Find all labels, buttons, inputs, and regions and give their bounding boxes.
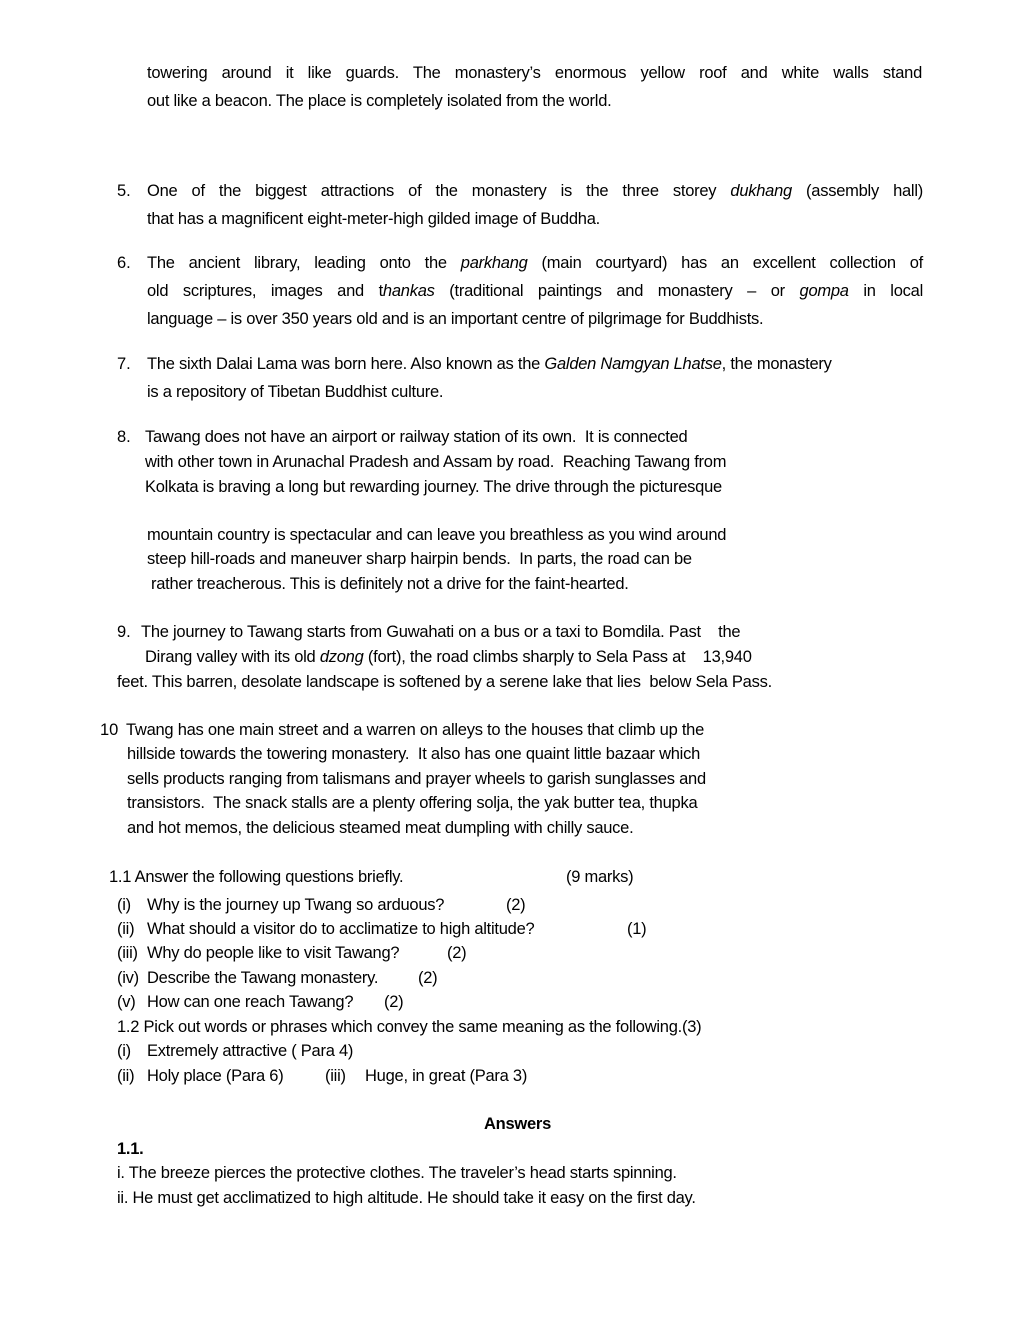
question-marks: (2) xyxy=(384,993,404,1011)
paragraph-8-line-1: Tawang does not have an airport or railway station of its own. It is connected xyxy=(145,428,688,446)
question-label: (ii) xyxy=(117,920,135,938)
question-marks: (2) xyxy=(418,969,438,987)
question-label: (i) xyxy=(117,896,131,914)
paragraph-7-line-1: The sixth Dalai Lama was born here. Also known as the Galden Namgyan Lhatse, the monastery xyxy=(147,355,832,373)
question-label: (iv) xyxy=(117,969,139,987)
section-1-2-heading: 1.2 Pick out words or phrases which convey the same meaning as the following.(3) xyxy=(117,1018,702,1036)
paragraph-number: 5. xyxy=(117,182,131,200)
paragraph-number: 10 xyxy=(100,721,119,739)
paragraph-number: 7. xyxy=(117,355,131,373)
question-marks: (1) xyxy=(627,920,647,938)
paragraph-8-line-5: steep hill-roads and maneuver sharp hairpin bends. In parts, the road can be xyxy=(147,550,692,568)
section-1-1-heading: 1.1 Answer the following questions briefly. xyxy=(109,868,404,886)
paragraph-10-line-5: and hot memos, the delicious steamed meat dumpling with chilly sauce. xyxy=(127,819,634,837)
question-label: (v) xyxy=(117,993,136,1011)
paragraph-number: 6. xyxy=(117,254,131,272)
paragraph-number: 8. xyxy=(117,428,131,446)
question-marks: (2) xyxy=(506,896,526,914)
question-label: (iii) xyxy=(325,1067,346,1085)
answer-item: ii. He must get acclimatized to high altitude. He should take it easy on the first day. xyxy=(117,1189,696,1207)
question-label: (i) xyxy=(117,1042,131,1060)
question-text: Holy place (Para 6) xyxy=(147,1067,284,1085)
paragraph-8-line-4: mountain country is spectacular and can leave you breathless as you wind around xyxy=(147,526,727,544)
paragraph-5-line-2: that has a magnificent eight-meter-high gilded image of Buddha. xyxy=(147,210,600,228)
paragraph-8-line-3: Kolkata is braving a long but rewarding journey. The drive through the picturesque xyxy=(145,478,722,496)
intro-line-1: towering around it like guards. The monastery’s enormous yellow roof and white walls stand xyxy=(147,64,922,82)
question-label: (ii) xyxy=(117,1067,135,1085)
paragraph-10-line-1: Twang has one main street and a warren on alleys to the houses that climb up the xyxy=(126,721,705,739)
question-marks: (2) xyxy=(447,944,467,962)
paragraph-9-line-2: Dirang valley with its old dzong (fort), the road climbs sharply to Sela Pass at 13,940 xyxy=(145,648,752,666)
paragraph-6-line-3: language – is over 350 years old and is an important centre of pilgrimage for Buddhists. xyxy=(147,310,764,328)
question-text: What should a visitor do to acclimatize to high altitude? xyxy=(147,920,535,938)
intro-line-2: out like a beacon. The place is completely isolated from the world. xyxy=(147,92,612,110)
paragraph-number: 9. xyxy=(117,623,131,641)
answers-section-label: 1.1. xyxy=(117,1140,144,1158)
paragraph-9-line-3: feet. This barren, desolate landscape is softened by a serene lake that lies below Sela Pass. xyxy=(117,673,772,691)
answers-title: Answers xyxy=(484,1115,552,1133)
question-text: Extremely attractive ( Para 4) xyxy=(147,1042,354,1060)
paragraph-6-line-1: The ancient library, leading onto the parkhang (main courtyard) has an excellent collection of xyxy=(147,254,923,272)
paragraph-10-line-2: hillside towards the towering monastery. It also has one quaint little bazaar which xyxy=(127,745,701,763)
paragraph-10-line-3: sells products ranging from talismans and prayer wheels to garish sunglasses and xyxy=(127,770,706,788)
paragraph-6-line-2: old scriptures, images and thankas (traditional paintings and monastery – or gompa in local xyxy=(147,282,923,300)
question-label: (iii) xyxy=(117,944,138,962)
question-text: Why is the journey up Twang so arduous? xyxy=(147,896,445,914)
question-text: Huge, in great (Para 3) xyxy=(365,1067,528,1085)
question-text: Describe the Tawang monastery. xyxy=(147,969,379,987)
paragraph-10-line-4: transistors. The snack stalls are a plenty offering solja, the yak butter tea, thupka xyxy=(127,794,698,812)
question-text: How can one reach Tawang? xyxy=(147,993,354,1011)
question-text: Why do people like to visit Tawang? xyxy=(147,944,400,962)
section-1-1-marks: (9 marks) xyxy=(566,868,634,886)
paragraph-7-line-2: is a repository of Tibetan Buddhist culture. xyxy=(147,383,444,401)
paragraph-8-line-2: with other town in Arunachal Pradesh and Assam by road. Reaching Tawang from xyxy=(145,453,727,471)
paragraph-9-line-1: The journey to Tawang starts from Guwahati on a bus or a taxi to Bomdila. Past the xyxy=(141,623,741,641)
paragraph-5-line-1: One of the biggest attractions of the monastery is the three storey dukhang (assembly hall) xyxy=(147,182,923,200)
answer-item: i. The breeze pierces the protective clothes. The traveler’s head starts spinning. xyxy=(117,1164,677,1182)
paragraph-8-line-6: rather treacherous. This is definitely not a drive for the faint-hearted. xyxy=(151,575,629,593)
